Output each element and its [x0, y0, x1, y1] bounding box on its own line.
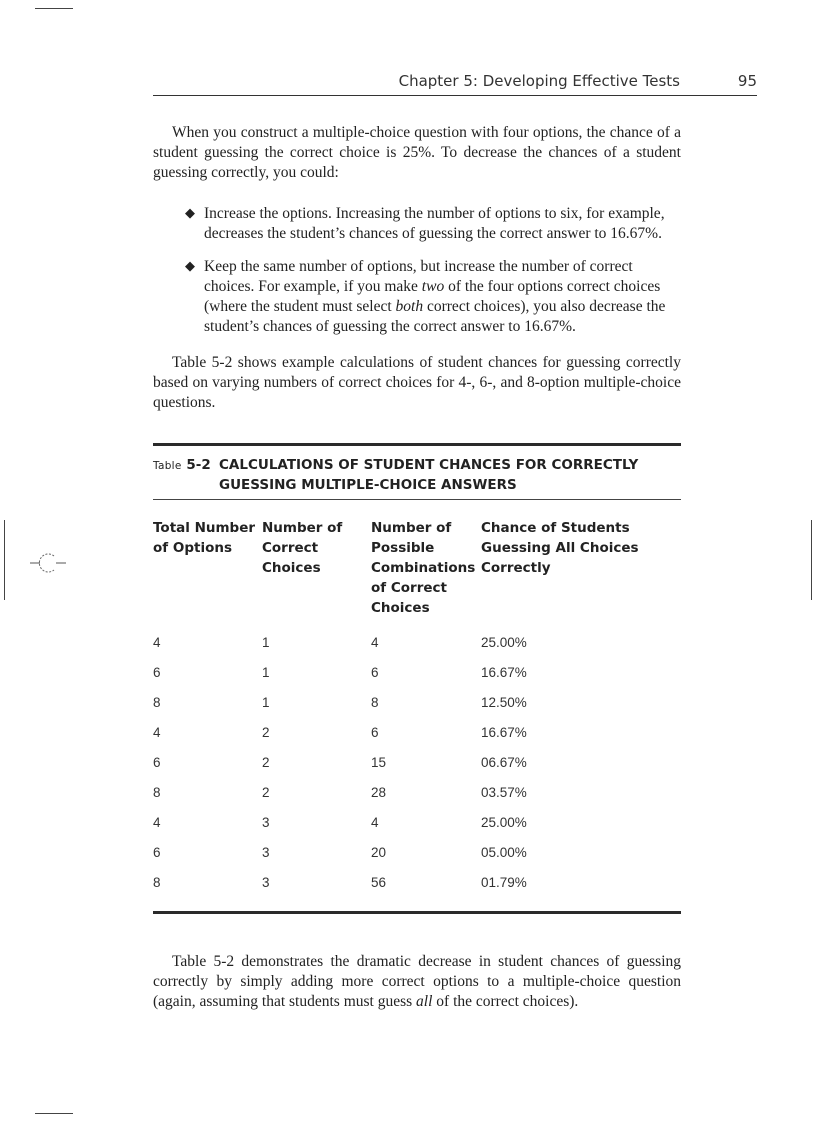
cell-total-options: 4 [153, 815, 161, 830]
diamond-bullet-icon: ◆ [185, 206, 195, 221]
table-reference-paragraph: Table 5-2 shows example calculations of student chances for guessing correctly based on varying numbers of correct choices for 4-, 6-, and 8-option multiple-choice questions. [153, 354, 681, 411]
column-header-total-options: Total Number of Options [153, 520, 256, 556]
cell-chance: 06.67% [481, 755, 527, 770]
cell-chance: 01.79% [481, 875, 527, 890]
cell-total-options: 6 [153, 845, 161, 860]
cell-chance: 03.57% [481, 785, 527, 800]
cell-combinations: 4 [371, 815, 379, 830]
table-row [0, 724, 816, 754]
table-top-rule [153, 443, 681, 446]
cell-total-options: 4 [153, 725, 161, 740]
table-row [0, 694, 816, 724]
emphasis-both: both [395, 298, 424, 315]
cell-chance: 16.67% [481, 725, 527, 740]
column-header-combinations: Number of Possible Combinations of Correct Choices [371, 520, 476, 616]
cell-chance: 12.50% [481, 695, 527, 710]
cell-combinations: 56 [371, 875, 387, 890]
emphasis-two: two [421, 278, 445, 295]
emphasis-all: all [416, 993, 433, 1010]
cell-chance: 25.00% [481, 635, 527, 650]
cell-combinations: 8 [371, 695, 379, 710]
cell-total-options: 6 [153, 755, 161, 770]
crop-mark-right-vertical [811, 520, 812, 600]
crop-mark-bottom-left [35, 1113, 73, 1114]
cell-combinations: 4 [371, 635, 379, 650]
cell-total-options: 4 [153, 635, 161, 650]
table-label: Table 5-2 [153, 457, 211, 473]
column-header-correct-choices: Number of Correct Choices [262, 520, 343, 576]
page-number: 95 [737, 72, 757, 90]
cell-correct-choices: 1 [262, 635, 270, 650]
bullet-list [153, 204, 681, 350]
table-row [0, 814, 816, 844]
bullet-text: Increase the options. Increasing the number of options to six, for example, decreases the student’s chances of guessing the correct answer to 16.67%. [204, 205, 665, 242]
cell-correct-choices: 2 [262, 725, 270, 740]
cell-correct-choices: 3 [262, 815, 270, 830]
cell-correct-choices: 1 [262, 665, 270, 680]
cell-combinations: 15 [371, 755, 387, 770]
table-row [0, 634, 816, 664]
table-bottom-rule [153, 911, 681, 914]
running-head [153, 71, 757, 96]
crop-mark-top-left [35, 8, 73, 9]
cell-total-options: 8 [153, 785, 161, 800]
list-item [153, 257, 681, 337]
table-row [0, 784, 816, 814]
table-caption-rule [153, 499, 681, 500]
table-row [0, 754, 816, 784]
table-title: CALCULATIONS OF STUDENT CHANCES FOR CORRECTLY GUESSING MULTIPLE-CHOICE ANSWERS [219, 457, 639, 493]
crop-mark-left-vertical [4, 520, 5, 600]
column-header-chance: Chance of Students Guessing All Choices Correctly [481, 520, 639, 576]
cell-correct-choices: 2 [262, 785, 270, 800]
cell-chance: 16.67% [481, 665, 527, 680]
table-row [0, 664, 816, 694]
bullet-text: correct choices), you also decrease the student’s chances of guessing the correct answer to 16.67%. [204, 298, 666, 335]
cell-correct-choices: 3 [262, 875, 270, 890]
cell-combinations: 6 [371, 665, 379, 680]
cell-total-options: 6 [153, 665, 161, 680]
diamond-bullet-icon: ◆ [185, 259, 195, 274]
cell-correct-choices: 3 [262, 845, 270, 860]
table-row [0, 844, 816, 874]
closing-paragraph: Table 5-2 demonstrates the dramatic decrease in student chances of guessing correctly by simply adding more correct options to a multiple-choice question (again, assuming that students must guess all of the correct choices). [153, 953, 681, 1010]
table-body [0, 634, 816, 904]
cell-combinations: 28 [371, 785, 387, 800]
list-item [153, 204, 681, 244]
cell-combinations: 20 [371, 845, 387, 860]
bullet-text: Keep the same number of options, but increase the number of correct choices. For example, if you make [204, 258, 633, 295]
chapter-title: Chapter 5: Developing Effective Tests [398, 72, 680, 90]
table-row [0, 874, 816, 904]
cell-chance: 25.00% [481, 815, 527, 830]
cell-correct-choices: 1 [262, 695, 270, 710]
intro-paragraph: When you construct a multiple-choice question with four options, the chance of a student guessing the correct choice is 25%. To decrease the chances of a student guessing correctly, you could: [153, 124, 681, 181]
bullet-text: of the four options correct choices (where the student must select [204, 278, 661, 315]
cell-chance: 05.00% [481, 845, 527, 860]
cell-total-options: 8 [153, 875, 161, 890]
cell-total-options: 8 [153, 695, 161, 710]
registration-mark-icon [28, 548, 68, 578]
cell-combinations: 6 [371, 725, 379, 740]
cell-correct-choices: 2 [262, 755, 270, 770]
